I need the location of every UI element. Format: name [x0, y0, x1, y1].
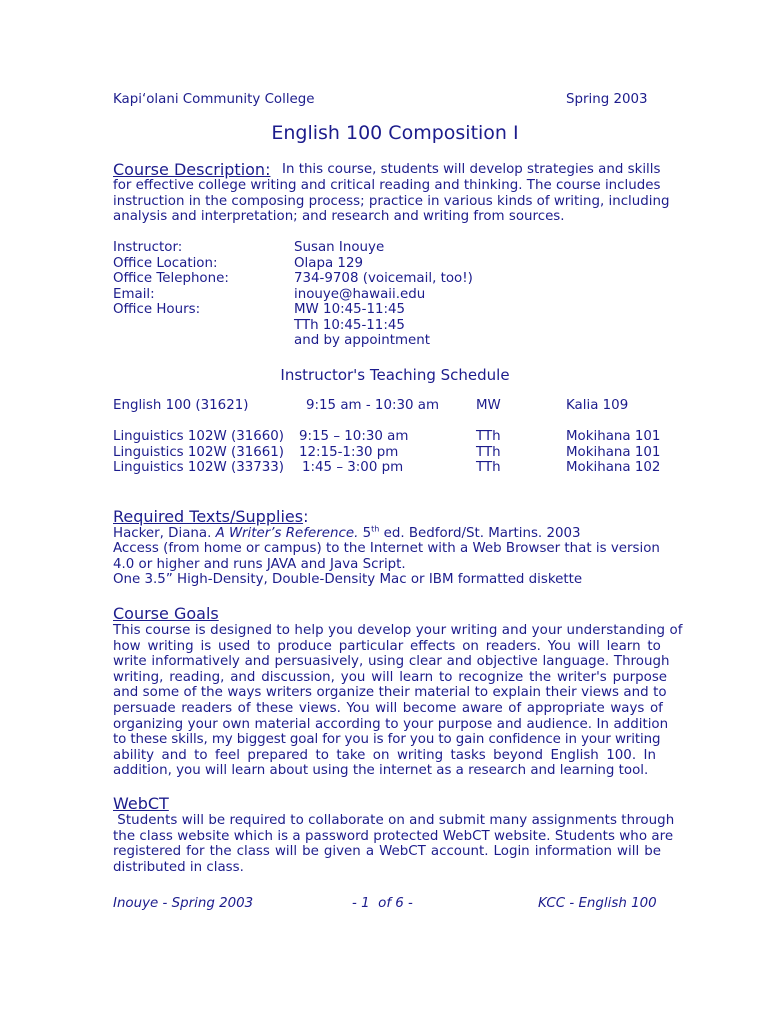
book-author: Hacker, Diana.	[113, 526, 216, 541]
goals-line: to these skills, my biggest goal for you is for you to gain confidence in your writing	[113, 732, 661, 748]
schedule-row-days: TTh	[476, 429, 501, 444]
course-description-heading: Course Description:	[113, 160, 271, 179]
course-description-line: instruction in the composing process; practice in various kinds of writing, including	[113, 194, 670, 209]
schedule-row-time: 1:45 – 3:00 pm	[302, 460, 404, 475]
info-value-email: inouye@hawaii.edu	[294, 287, 426, 302]
info-value-hours-extra: TTh 10:45-11:45	[294, 318, 405, 333]
goals-line: ability and to feel prepared to take on writing tasks beyond English 100. In	[113, 747, 656, 763]
schedule-row-room: Mokihana 102	[566, 460, 661, 475]
info-value-hours: MW 10:45-11:45	[294, 302, 406, 317]
required-book	[113, 526, 581, 542]
info-value-telephone: 734-9708 (voicemail, too!)	[294, 271, 473, 286]
info-value-instructor: Susan Inouye	[294, 240, 385, 255]
course-goals-heading: Course Goals	[113, 604, 219, 623]
webct-heading: WebCT	[113, 794, 169, 813]
term-label: Spring 2003	[566, 92, 648, 107]
goals-line: writing, reading, and discussion, you will learn to recognize the writer's purpose	[113, 669, 668, 685]
schedule-main-time: 9:15 am - 10:30 am	[306, 398, 440, 413]
goals-line: how writing is used to produce particular effects on readers. You will learn to	[113, 638, 661, 654]
info-label-hours: Office Hours:	[113, 302, 201, 317]
footer-right: KCC - English 100	[538, 896, 657, 911]
schedule-row-time: 9:15 – 10:30 am	[299, 429, 409, 444]
info-label-telephone: Office Telephone:	[113, 271, 229, 286]
schedule-row-time: 12:15-1:30 pm	[299, 445, 399, 460]
required-heading-wrap	[113, 507, 308, 526]
goals-line: organizing your own material according to your purpose and audience. In addition	[113, 716, 669, 732]
course-description-line: In this course, students will develop strategies and skills	[282, 162, 661, 177]
webct-line: registered for the class will be given a WebCT account. Login information will be	[113, 844, 661, 860]
required-heading-colon: :	[303, 507, 309, 526]
book-publisher: ed. Bedford/St. Martins. 2003	[379, 526, 581, 541]
college-name: Kapi‘olani Community College	[113, 92, 315, 107]
schedule-row-days: TTh	[476, 445, 501, 460]
footer-page-number: - 1 of 6 -	[352, 896, 413, 911]
schedule-main-days: MW	[476, 398, 501, 413]
page-title: English 100 Composition I	[271, 122, 519, 144]
schedule-main-course: English 100 (31621)	[113, 398, 249, 413]
required-line: One 3.5” High-Density, Double-Density Mac or IBM formatted diskette	[113, 572, 583, 587]
schedule-row-room: Mokihana 101	[566, 445, 661, 460]
schedule-row-course: Linguistics 102W (31661)	[113, 445, 285, 460]
course-goals-body	[113, 623, 683, 779]
info-label-email: Email:	[113, 287, 155, 302]
book-title: A Writer’s Reference.	[215, 526, 359, 541]
schedule-main-room: Kalia 109	[566, 398, 629, 413]
info-value-location: Olapa 129	[294, 256, 363, 271]
required-line: 4.0 or higher and runs JAVA and Java Script.	[113, 557, 406, 572]
info-label-instructor: Instructor:	[113, 240, 183, 255]
schedule-row-course: Linguistics 102W (31660)	[113, 429, 285, 444]
webct-line: Students will be required to collaborate on and submit many assignments through	[113, 813, 675, 828]
schedule-row-course: Linguistics 102W (33733)	[113, 460, 285, 475]
required-heading: Required Texts/Supplies	[113, 507, 304, 526]
book-edition-suffix: th	[371, 524, 380, 534]
course-description-line: for effective college writing and critical reading and thinking. The course includes	[113, 178, 661, 193]
webct-body	[113, 813, 678, 875]
goals-line: and some of the ways writers organize their material to explain their views and to	[113, 685, 667, 701]
webct-line: distributed in class.	[113, 859, 244, 875]
info-value-hours-extra: and by appointment	[294, 333, 431, 348]
goals-line: addition, you will learn about using the internet as a research and learning tool.	[113, 763, 649, 779]
webct-line: the class website which is a password protected WebCT website. Students who are	[113, 828, 674, 844]
footer-left: Inouye - Spring 2003	[113, 896, 254, 911]
goals-line: persuade readers of these views. You will become aware of appropriate ways of	[113, 700, 663, 716]
info-label-location: Office Location:	[113, 256, 218, 271]
schedule-row-days: TTh	[476, 460, 501, 475]
schedule-row-room: Mokihana 101	[566, 429, 661, 444]
goals-line: This course is designed to help you develop your writing and your understanding of	[113, 623, 683, 638]
goals-line: write informatively and persuasively, using clear and objective language. Through	[113, 654, 670, 670]
course-description-line: analysis and interpretation; and research and writing from sources.	[113, 209, 565, 224]
schedule-heading: Instructor's Teaching Schedule	[280, 366, 510, 384]
book-edition: 5	[358, 526, 372, 541]
required-line: Access (from home or campus) to the Internet with a Web Browser that is version	[113, 541, 660, 556]
